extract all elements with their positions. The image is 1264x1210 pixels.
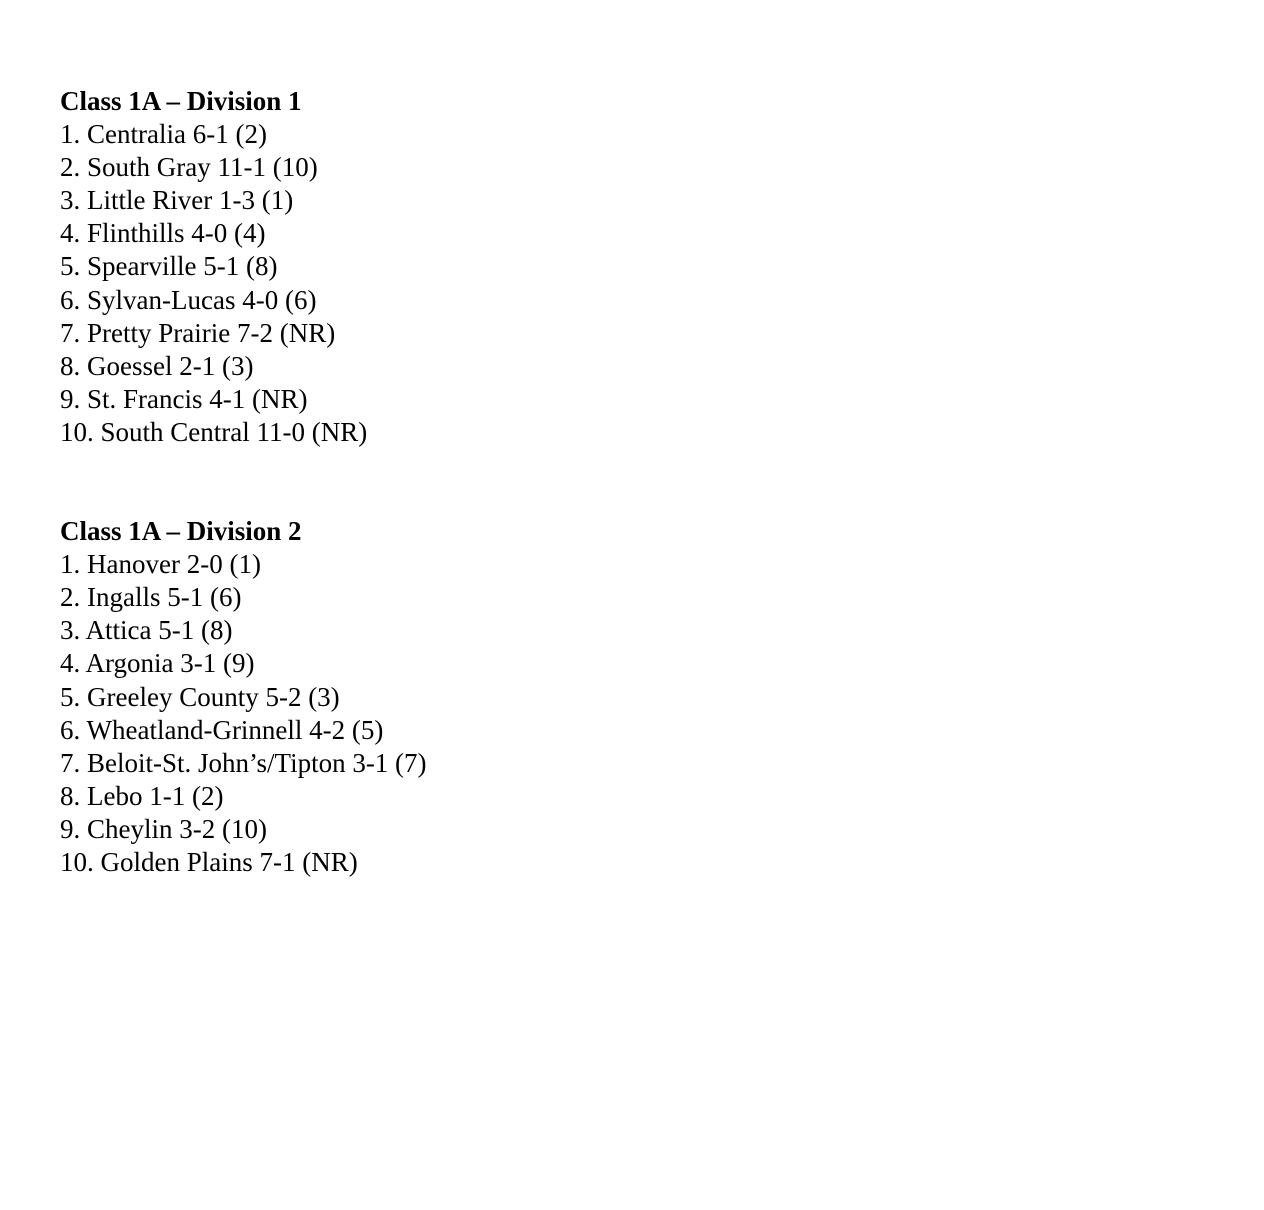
ranking-item: 3. Little River 1-3 (1): [60, 185, 294, 216]
ranking-item: 6. Wheatland-Grinnell 4-2 (5): [60, 714, 384, 745]
division-2-section: [60, 515, 1210, 879]
ranking-item: 8. Lebo 1-1 (2): [60, 780, 224, 811]
ranking-item: 5. Greeley County 5-2 (3): [60, 681, 340, 712]
ranking-item: 10. South Central 11-0 (NR): [60, 416, 368, 447]
ranking-item: 7. Beloit-St. John’s/Tipton 3-1 (7): [60, 747, 427, 778]
division-1-section: [60, 85, 1210, 449]
document-body: [60, 85, 1210, 879]
ranking-item: 4. Argonia 3-1 (9): [60, 648, 255, 679]
ranking-item: 9. St. Francis 4-1 (NR): [60, 383, 308, 414]
ranking-item: 2. Ingalls 5-1 (6): [60, 582, 242, 613]
rankings-list: [60, 118, 1210, 449]
ranking-item: 10. Golden Plains 7-1 (NR): [60, 846, 358, 877]
rankings-list: [60, 548, 1210, 879]
section-heading: Class 1A – Division 1: [60, 86, 302, 116]
ranking-item: 1. Centralia 6-1 (2): [60, 119, 267, 150]
ranking-item: 2. South Gray 11-1 (10): [60, 152, 318, 183]
ranking-item: 1. Hanover 2-0 (1): [60, 549, 261, 580]
section-heading: Class 1A – Division 2: [60, 516, 302, 547]
ranking-item: 7. Pretty Prairie 7-2 (NR): [60, 317, 336, 348]
ranking-item: 4. Flinthills 4-0 (4): [60, 218, 266, 249]
ranking-item: 8. Goessel 2-1 (3): [60, 350, 254, 381]
ranking-item: 6. Sylvan-Lucas 4-0 (6): [60, 284, 317, 315]
ranking-item: 3. Attica 5-1 (8): [60, 615, 233, 646]
ranking-item: 9. Cheylin 3-2 (10): [60, 813, 267, 844]
ranking-item: 5. Spearville 5-1 (8): [60, 251, 278, 282]
